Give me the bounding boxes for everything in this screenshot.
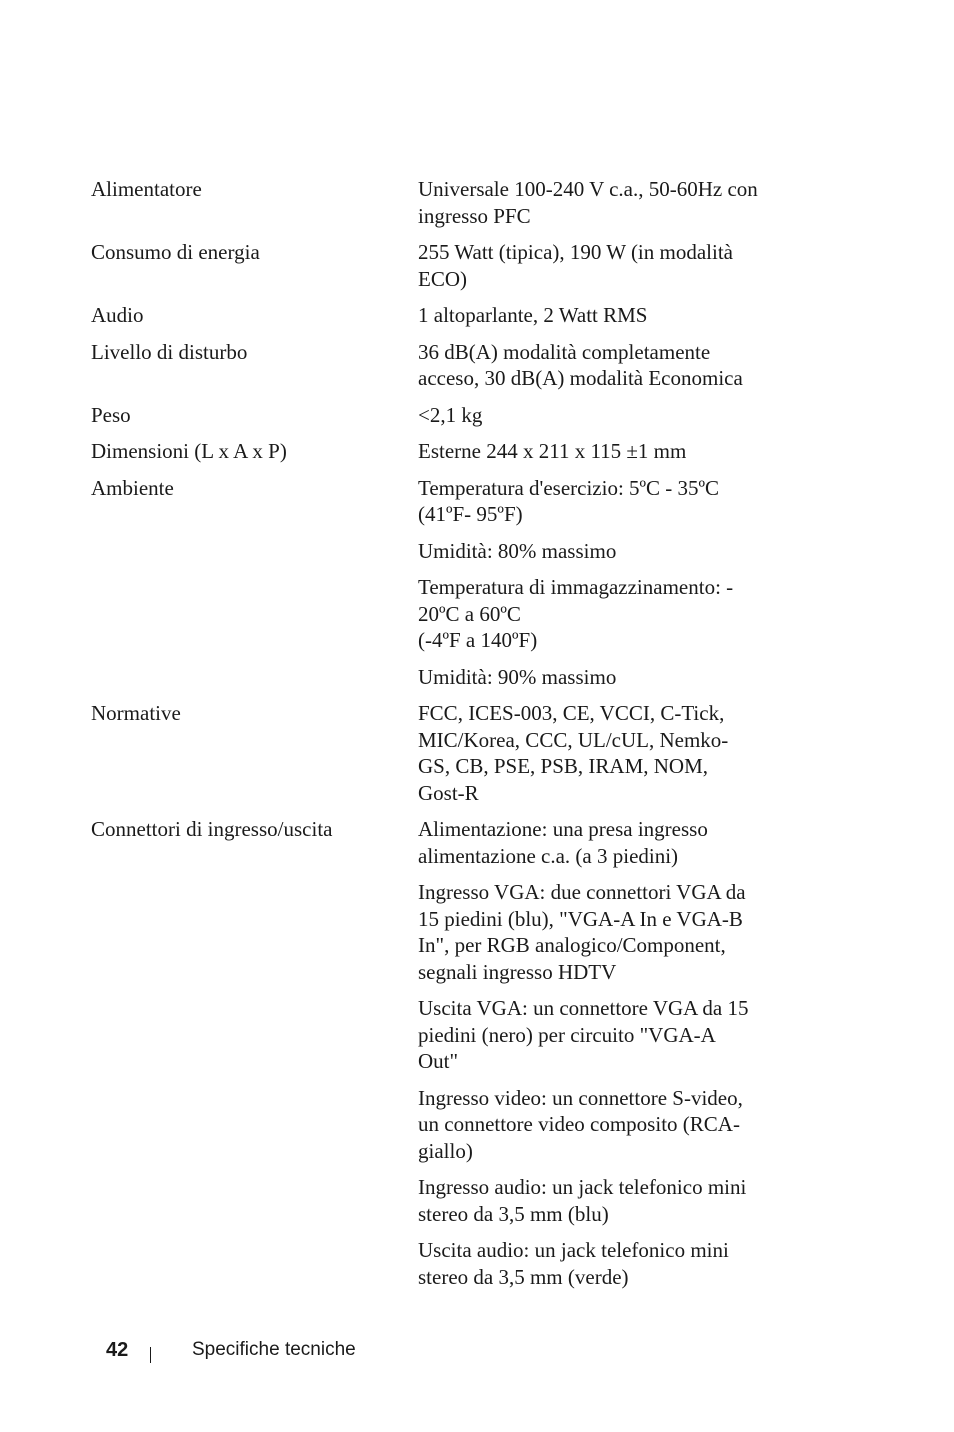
spec-values — [418, 438, 778, 465]
spec-table — [91, 176, 781, 1300]
spec-values — [418, 700, 778, 806]
spec-row-livello-di-disturbo — [91, 339, 781, 392]
spec-value: Esterne 244 x 211 x 115 ±1 mm — [418, 439, 687, 463]
spec-value: Universale 100-240 V c.a., 50-60Hz con ingresso PFC — [418, 177, 758, 228]
spec-value: Ingresso audio: un jack telefonico mini stereo da 3,5 mm (blu) — [418, 1175, 747, 1226]
spec-label: Ambiente — [91, 475, 174, 500]
spec-label: Alimentatore — [91, 177, 202, 201]
spec-row-peso — [91, 402, 781, 429]
spec-value: Umidità: 90% massimo — [418, 664, 617, 689]
spec-row-normative — [91, 700, 781, 806]
spec-values — [418, 816, 778, 1290]
spec-values — [418, 475, 778, 691]
spec-value: <2,1 kg — [418, 402, 483, 427]
spec-row-consumo-di-energia — [91, 239, 781, 292]
spec-label: Audio — [91, 303, 144, 327]
section-title: Specifiche tecniche — [192, 1339, 356, 1360]
footer-separator — [150, 1347, 151, 1363]
spec-row-dimensioni — [91, 438, 781, 465]
spec-value: Alimentazione: una presa ingresso alimentazione c.a. (a 3 piedini) — [418, 817, 708, 868]
spec-value: Ingresso VGA: due connettori VGA da 15 piedini (blu), "VGA-A In e VGA-B In", per RGB analogico/Component, segnali ingresso HDTV — [418, 880, 746, 984]
spec-values — [418, 239, 778, 292]
spec-values — [418, 302, 778, 329]
spec-label: Dimensioni (L x A x P) — [91, 439, 287, 463]
spec-label: Livello di disturbo — [91, 339, 248, 364]
spec-label: Normative — [91, 701, 181, 725]
spec-value: Temperatura d'esercizio: 5ºC - 35ºC (41ºF- 95ºF) — [418, 475, 720, 526]
spec-row-audio — [91, 302, 781, 329]
spec-value: Temperatura di immagazzinamento: - 20ºC a 60ºC (-4ºF a 140ºF) — [418, 575, 734, 652]
spec-value: FCC, ICES-003, CE, VCCI, C-Tick, MIC/Korea, CCC, UL/cUL, Nemko- GS, CB, PSE, PSB, IRAM, NOM, Gost-R — [418, 701, 729, 805]
spec-row-alimentatore — [91, 176, 781, 229]
spec-value: 36 dB(A) modalità completamente acceso, 30 dB(A) modalità Economica — [418, 339, 743, 390]
page-number: 42 — [106, 1339, 129, 1361]
spec-value: Ingresso video: un connettore S-video, un connettore video composito (RCA- giallo) — [418, 1085, 743, 1163]
spec-value: Uscita audio: un jack telefonico mini stereo da 3,5 mm (verde) — [418, 1238, 729, 1289]
spec-value: Uscita VGA: un connettore VGA da 15 piedini (nero) per circuito "VGA-A Out" — [418, 996, 749, 1073]
spec-label: Connettori di ingresso/uscita — [91, 817, 333, 841]
spec-values — [418, 176, 778, 229]
spec-values — [418, 402, 778, 429]
spec-row-connettori — [91, 816, 781, 1290]
spec-value: 1 altoparlante, 2 Watt RMS — [418, 303, 648, 327]
spec-value: Umidità: 80% massimo — [418, 538, 617, 563]
spec-values — [418, 339, 778, 392]
spec-row-ambiente — [91, 475, 781, 691]
spec-value: 255 Watt (tipica), 190 W (in modalità ECO) — [418, 240, 733, 291]
spec-label: Consumo di energia — [91, 240, 260, 264]
spec-label: Peso — [91, 402, 131, 427]
